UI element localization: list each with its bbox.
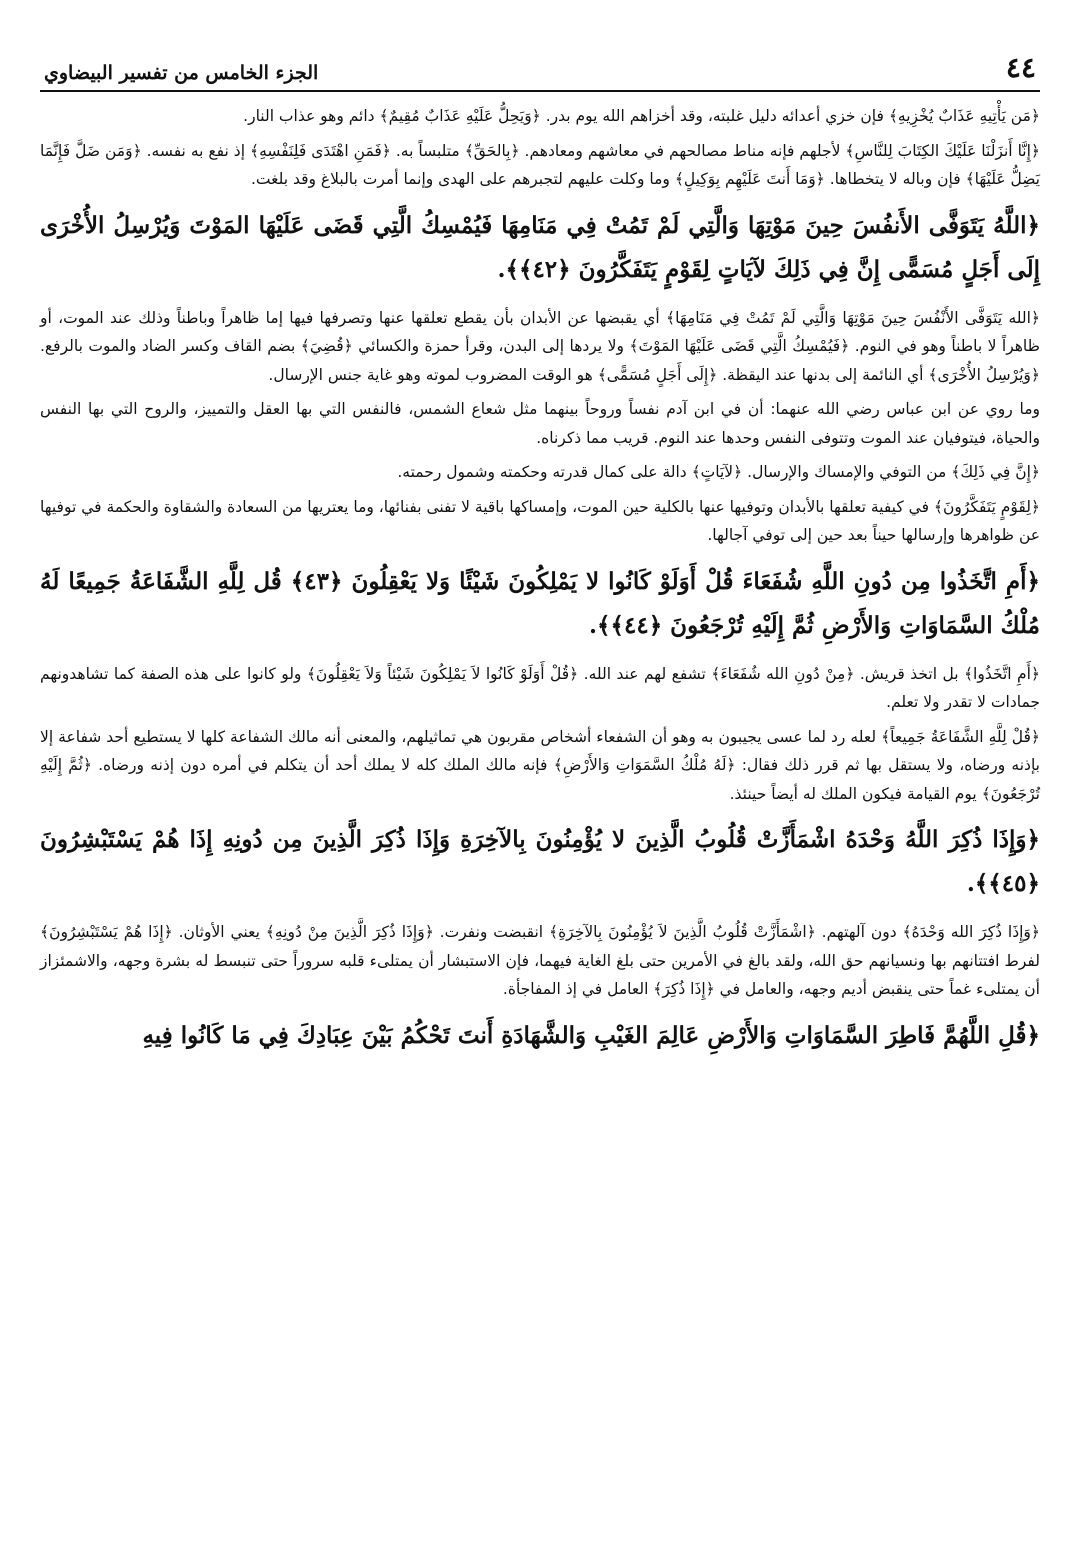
commentary-paragraph: ﴿قُلْ لِلَّهِ الشَّفَاعَةُ جَمِيعاً﴾ لعله رد لما عسى يجيبون به وهو أن الشفعاء أشخاص مقربون هي تماثيلهم، والمعنى أنه مالك الشفاعة كلها لا يستطيع أحد شفاعة إلا بإذنه ورضاه، ولا يستقل بها ثم قرر ذلك فقال: ﴿لَهُ مُلْكُ السَّمَوَاتِ وَالأَرْضِ﴾ فإنه مالك الملك كله لا يملك أحد أن يتكلم في أمره دون إذنه ورضاه. ﴿ثُمَّ إِلَيْهِ تُرْجَعُونَ﴾ يوم القيامة فيكون الملك له أيضاً حينئذ. — [40, 727, 1040, 803]
commentary-paragraph: وما روي عن ابن عباس رضي الله عنهما: أن في ابن آدم نفساً وروحاً بينهما مثل شعاع الشمس، فالنفس التي بها العقل والتمييز، والروح التي بها النفس والحياة، فيتوفيان عند الموت وتتوفى النفس وحدها عند النوم. قريب مما ذكرناه. — [40, 400, 1040, 447]
commentary-paragraph: ﴿أَمِ اتَّخَذُوا﴾ بل اتخذ قريش. ﴿مِنْ دُونِ الله شُفَعَاءَ﴾ تشفع لهم عند الله. ﴿قُلْ أَوَلَوْ كَانُوا لاَ يَمْلِكُونَ شَيْئاً وَلاَ يَعْقِلُونَ﴾ ولو كانوا على هذه الصفة كما تشاهدونهم جمادات لا تقدر ولا تعلم. — [40, 664, 1040, 711]
page-number: ٤٤ — [1005, 51, 1036, 84]
running-title: الجزء الخامس من تفسير البيضاوي — [44, 62, 319, 84]
quran-verse-block: ﴿قُلِ اللَّهُمَّ فَاطِرَ السَّمَاوَاتِ وَالأَرْضِ عَالِمَ الغَيْبِ وَالشَّهَادَةِ أَنتَ تَحْكُمُ بَيْنَ عِبَادِكَ فِي مَا كَانُوا فِيهِ — [142, 1021, 1040, 1049]
commentary-paragraph: ﴿الله يَتَوَفَّى الأَنْفُسَ حِينَ مَوْتِهَا وَالَّتِي لَمْ تَمُتْ فِي مَنَامِهَا﴾ أي يقبضها عن الأبدان بأن يقطع تعلقها عنها وتصرفها فيها إما ظاهراً وباطناً وذلك عند الموت، أو ظاهراً لا باطناً وهو في النوم. ﴿فَيُمْسِكُ الَّتِي قَضَى عَلَيْهَا المَوْتَ﴾ ولا يردها إلى البدن، وقرأ حمزة والكسائي ﴿قُضِيَ﴾ بضم القاف وكسر الضاد والموت بالرفع. ﴿وَيُرْسِلُ الأُخْرَى﴾ أي النائمة إلى بدنها عند اليقظة. ﴿إِلَى أَجَلٍ مُسَمًّى﴾ هو الوقت المضروب لموته وهو غاية جنس الإرسال. — [40, 308, 1040, 384]
quran-verse-block: ﴿وَإِذَا ذُكِرَ اللَّهُ وَحْدَهُ اشْمَأَزَّتْ قُلُوبُ الَّذِينَ لا يُؤْمِنُونَ بِالآخِرَةِ وَإِذَا ذُكِرَ الَّذِينَ مِن دُونِهِ إِذَا هُمْ يَسْتَبْشِرُونَ ﴿٤٥﴾﴾. — [40, 826, 1040, 897]
commentary-body — [40, 102, 1040, 1058]
commentary-paragraph: ﴿مَن يَأْتِيهِ عَذَابٌ يُخْزِيهِ﴾ فإن خزي أعدائه دليل غلبته، وقد أخزاهم الله يوم بدر. ﴿وَيَحِلُّ عَلَيْهِ عَذَابٌ مُقِيمٌ﴾ دائم وهو عذاب النار. — [243, 107, 1040, 125]
commentary-paragraph: ﴿لِقَوْمٍ يَتَفَكَّرُونَ﴾ في كيفية تعلقها بالأبدان وتوفيها عنها بالكلية حين الموت، وإمساكها باقية لا تفنى بفنائها، وما يعتريها من السعادة والشقاوة والحكمة في توفيها عن ظواهرها وإرسالها حيناً بعد حين إلى توفي آجالها. — [40, 497, 1040, 544]
quran-verse-block: ﴿أَمِ اتَّخَذُوا مِن دُونِ اللَّهِ شُفَعَاءَ قُلْ أَوَلَوْ كَانُوا لا يَمْلِكُونَ شَيْئًا وَلا يَعْقِلُونَ ﴿٤٣﴾ قُل لِلَّهِ الشَّفَاعَةُ جَمِيعًا لَهُ مُلْكُ السَّمَاوَاتِ وَالأَرْضِ ثُمَّ إِلَيْهِ تُرْجَعُونَ ﴿٤٤﴾﴾. — [40, 567, 1040, 639]
commentary-paragraph: ﴿إِنَّا أَنزَلْنَا عَلَيْكَ الكِتَابَ لِلنَّاسِ﴾ لأجلهم فإنه مناط مصالحهم في معاشهم ومعادهم. ﴿بِالحَقِّ﴾ متلبساً به. ﴿فَمَنِ اهْتَدَى فَلِنَفْسِهِ﴾ إذ نفع به نفسه. ﴿وَمَن ضَلَّ فَإِنَّمَا يَضِلُّ عَلَيْهَا﴾ فإن وباله لا يتخطاها. ﴿وَمَا أَنتَ عَلَيْهِم بِوَكِيلٍ﴾ وما وكلت عليهم لتجبرهم على الهدى وإنما أمرت بالبلاغ وقد بلغت. — [40, 141, 1040, 188]
page-header — [40, 44, 1040, 92]
document-page — [40, 44, 1040, 1070]
commentary-paragraph: ﴿إِنَّ فِي ذَلِكَ﴾ من التوفي والإمساك والإرسال. ﴿لآيَاتٍ﴾ دالة على كمال قدرته وحكمته وشمول رحمته. — [397, 463, 1040, 481]
commentary-paragraph: ﴿وَإِذَا ذُكِرَ الله وَحْدَهُ﴾ دون آلهتهم. ﴿اشْمَأَزَّتْ قُلُوبُ الَّذِينَ لاَ يُؤْمِنُونَ بِالآخِرَةِ﴾ انقبضت ونفرت. ﴿وَإِذَا ذُكِرَ الَّذِينَ مِنْ دُونِهِ﴾ يعني الأوثان. ﴿إِذَا هُمْ يَسْتَبْشِرُونَ﴾ لفرط افتتانهم بها ونسيانهم حق الله، ولقد بالغ في الأمرين حتى بلغ الغاية فيهما، فإن الاستبشار أن يمتلىء قلبه سروراً حتى تنبسط له بشرة وجهه، والاشمئزاز أن يمتلىء غماً حتى ينقبض أديم وجهه، والعامل في ﴿إِذَا ذُكِرَ﴾ العامل في إذ المفاجأة. — [40, 923, 1040, 998]
quran-verse-block: ﴿اللَّهُ يَتَوَفَّى الأَنفُسَ حِينَ مَوْتِهَا وَالَّتِي لَمْ تَمُتْ فِي مَنَامِهَا فَيُمْسِكُ الَّتِي قَضَى عَلَيْهَا المَوْتَ وَيُرْسِلُ الأُخْرَى إِلَى أَجَلٍ مُسَمًّى إِنَّ فِي ذَلِكَ لآيَاتٍ لِقَوْمٍ يَتَفَكَّرُونَ ﴿٤٢﴾﴾. — [40, 211, 1040, 283]
